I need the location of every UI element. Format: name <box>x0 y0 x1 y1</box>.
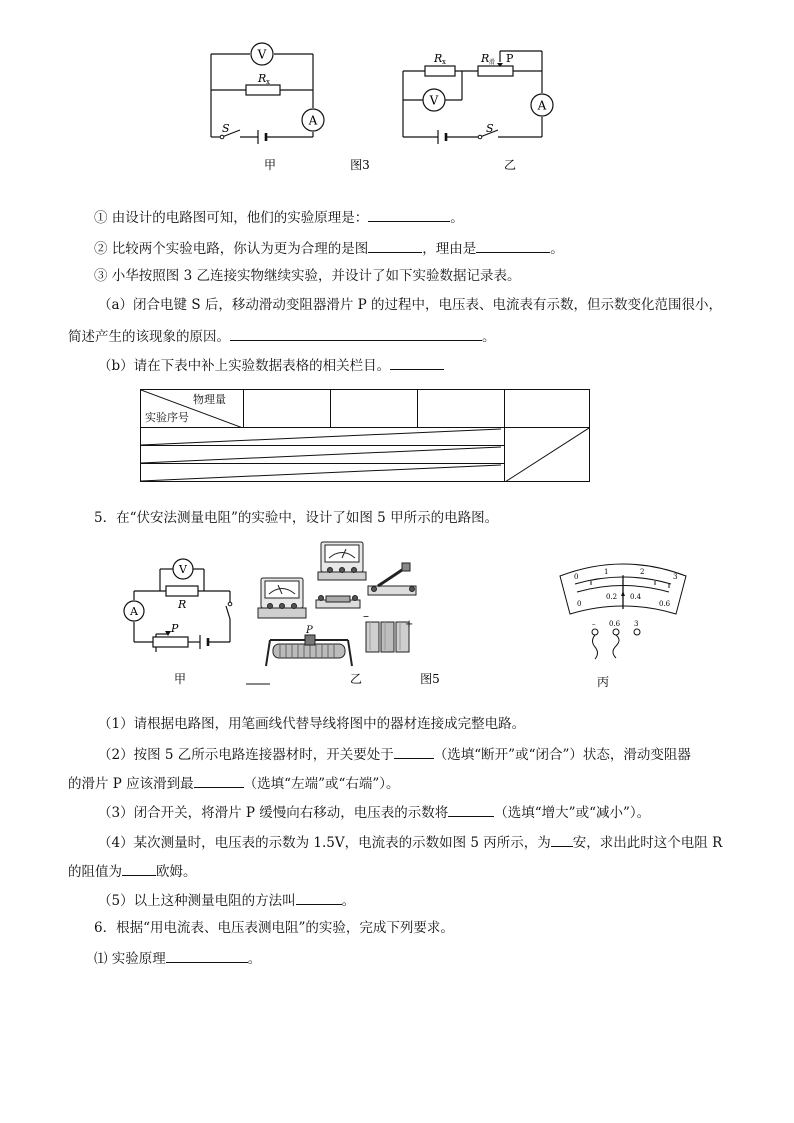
table-cell[interactable] <box>505 390 590 428</box>
dial-top-0: 0 <box>574 573 579 581</box>
apparatus-battery <box>363 609 413 652</box>
fig5-caption: 图5 <box>420 672 440 686</box>
fig5-yi-label: 乙 <box>349 672 363 686</box>
table-header-diagonal <box>141 390 244 428</box>
record-table <box>140 389 590 482</box>
slider-p-label: P <box>506 52 514 65</box>
circuit-yi <box>403 51 542 137</box>
q4-item-1: ① 由设计的电路图可知，他们的实验原理是： 。 <box>94 207 464 227</box>
answer-blank[interactable] <box>448 802 494 817</box>
svg-text:R: R <box>434 52 443 65</box>
table-row-1 <box>141 428 505 446</box>
answer-blank[interactable] <box>390 355 444 370</box>
q5-sub-3: （3）闭合开关，将滑片 P 缓慢向右移动，电压表的示数将 （选填“增大”或“减小”）。 <box>98 802 650 822</box>
table-cell[interactable] <box>331 390 418 428</box>
fig5-jia-label: 甲 <box>173 672 187 686</box>
answer-blank[interactable] <box>551 832 573 847</box>
table-cell[interactable] <box>244 390 331 428</box>
p-label: P <box>171 622 179 635</box>
svg-text:+: + <box>405 619 414 630</box>
svg-text:滑: 滑 <box>489 59 496 66</box>
svg-text:A: A <box>537 98 547 113</box>
answer-blank[interactable] <box>194 773 244 788</box>
q4-a-line-1: （a）闭合电键 S 后，移动滑动变阻器滑片 P 的过程中，电压表、电流表有示数，但示数变化范围很小， <box>98 297 723 313</box>
svg-text:–: – <box>592 620 596 628</box>
svg-text:V: V <box>429 93 439 108</box>
q5-sub-2-line-1: （2）按图 5 乙所示电路连接器材时，开关要处于 （选填“断开”或“闭合”）状态，滑动变阻器 <box>98 744 691 764</box>
apparatus-voltmeter <box>318 542 366 580</box>
dial-terminals <box>592 629 640 659</box>
answer-blank[interactable] <box>368 207 450 222</box>
apparatus-ammeter <box>258 578 306 618</box>
q5-sub-5: （5）以上这种测量电阻的方法叫 。 <box>98 890 355 910</box>
svg-text:P: P <box>306 625 313 636</box>
voltmeter-label: V <box>257 47 267 62</box>
answer-blank[interactable] <box>296 890 342 905</box>
table-row-2 <box>141 446 505 464</box>
rheostat-symbol <box>478 66 513 76</box>
dial-top-1: 1 <box>604 568 609 576</box>
fig5-bing-label: 丙 <box>596 675 610 689</box>
ammeter-label: A <box>308 113 318 128</box>
svg-text:x: x <box>266 78 270 86</box>
answer-blank[interactable] <box>122 861 156 876</box>
table-row-3 <box>141 464 505 482</box>
svg-text:V: V <box>179 563 187 576</box>
q4-b-line: （b）请在下表中补上实验数据表格的相关栏目。 <box>98 355 444 375</box>
table-merged-cell <box>505 428 590 482</box>
dial-bottom-0: 0 <box>577 600 582 608</box>
dial-bottom-2: 0.4 <box>630 593 642 601</box>
table-cell[interactable] <box>418 390 505 428</box>
figure-5 <box>120 536 700 696</box>
resistor-rx <box>246 85 280 95</box>
header-experiment-number: 实验序号 <box>145 411 189 424</box>
q4-item-2: ② 比较两个实验电路，你认为更为合理的是图 ，理由是 。 <box>94 238 564 258</box>
r-label: R <box>178 598 187 611</box>
q5-title: 5．在“伏安法测量电阻”的实验中，设计了如图 5 甲所示的电路图。 <box>94 510 499 526</box>
dial-top-3: 3 <box>673 573 678 581</box>
svg-text:x: x <box>442 58 446 66</box>
svg-text:0.6: 0.6 <box>609 620 621 628</box>
q5-sub-4-line-1: （4）某次测量时，电压表的示数为 1.5V，电流表的示数如图 5 丙所示，为 安，求出此时这个电阻 R <box>98 832 722 852</box>
resistor-r-5 <box>166 586 198 596</box>
fig3-caption: 图3 <box>350 158 370 172</box>
q5-sub-4-line-2: 的阻值为 欧姆。 <box>68 861 197 881</box>
answer-blank[interactable] <box>476 238 550 253</box>
apparatus-rheostat <box>266 625 352 666</box>
rheostat-symbol-5 <box>153 637 188 647</box>
q5-sub-1: （1）请根据电路图，用笔画线代替导线将图中的器材连接成完整电路。 <box>98 716 526 732</box>
apparatus-resistor <box>316 596 360 609</box>
svg-text:S: S <box>486 122 494 135</box>
dial-bottom-3: 0.6 <box>659 600 671 608</box>
answer-blank[interactable] <box>394 744 434 759</box>
answer-blank[interactable] <box>230 326 482 341</box>
rx-label: R <box>258 72 267 85</box>
answer-blank[interactable] <box>166 948 248 963</box>
svg-text:A: A <box>130 605 138 618</box>
q6-item-1: ⑴ 实验原理 。 <box>94 948 261 968</box>
header-physical-quantity: 物理量 <box>193 393 226 406</box>
apparatus-switch <box>368 563 416 595</box>
answer-blank[interactable] <box>368 238 422 253</box>
svg-text:3: 3 <box>634 620 639 628</box>
q6-title: 6．根据“用电流表、电压表测电阻”的实验，完成下列要求。 <box>94 920 454 936</box>
fig3-right-label: 乙 <box>503 158 517 172</box>
resistor-rx-yi <box>425 66 455 76</box>
fig3-left-label: 甲 <box>263 158 277 172</box>
figure-3 <box>200 38 570 173</box>
q5-sub-2-line-2: 的滑片 P 应该滑到最 （选填“左端”或“右端”）。 <box>68 773 400 793</box>
svg-text:–: – <box>363 609 369 623</box>
switch-label: S <box>222 122 230 135</box>
q4-item-3: ③ 小华按照图 3 乙连接实物继续实验，并设计了如下实验数据记录表。 <box>94 268 521 284</box>
rheostat-label: R <box>481 52 490 65</box>
q4-a-line-2: 简述产生的该现象的原因。 。 <box>68 326 496 346</box>
dial-top-2: 2 <box>640 568 645 576</box>
dial-bottom-1: 0.2 <box>606 593 618 601</box>
